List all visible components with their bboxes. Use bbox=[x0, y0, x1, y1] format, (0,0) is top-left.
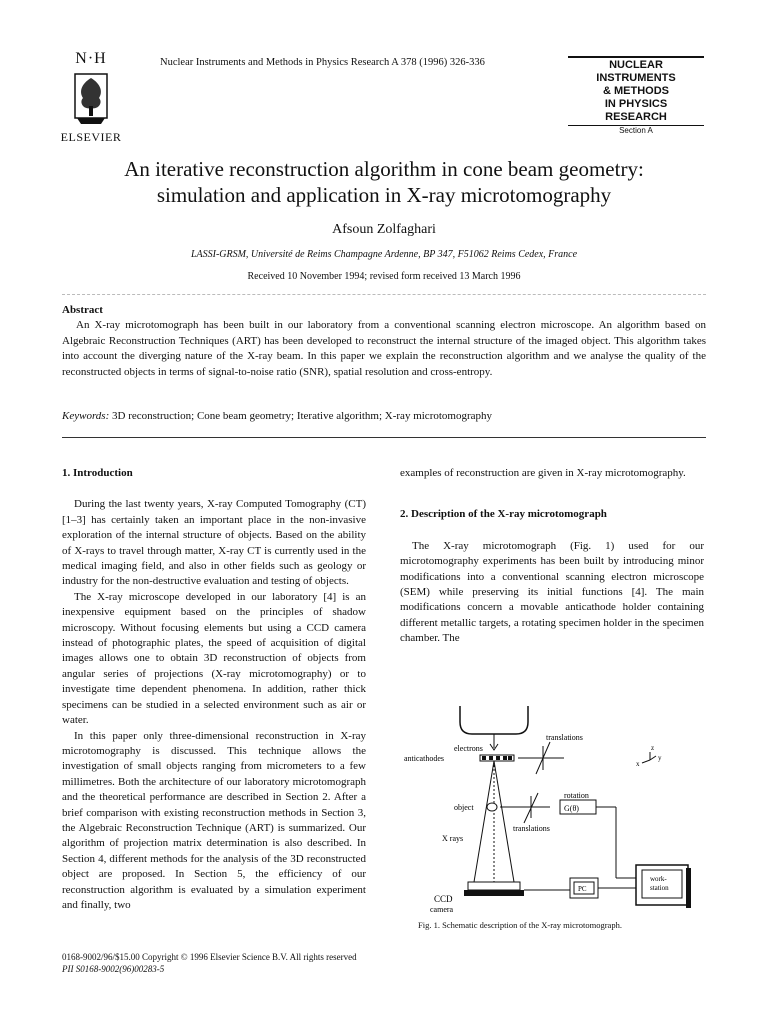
paper-title bbox=[60, 156, 708, 208]
journal-brand bbox=[568, 56, 704, 135]
author: Afsoun Zolfaghari bbox=[332, 222, 436, 237]
label-anticathodes: anticathodes bbox=[404, 754, 444, 763]
publisher-block bbox=[56, 50, 126, 145]
paragraph: During the last twenty years, X-ray Computed Tomography (CT) [1–3] has certainly taken an important place in the non-invasive exploration of the internal structure of objects. Based on the ability of X-rays to travel through matter, X-ray CT is currently used in the medical imaging field, and also in other fields such as geology or industry for the non-destructive evaluation and testing of objects. bbox=[62, 498, 366, 588]
keywords bbox=[62, 410, 706, 422]
brand-line: & METHODS bbox=[603, 85, 669, 97]
label-rotation: rotation bbox=[564, 791, 589, 800]
paragraph: In this paper only three-dimensional reconstruction in X-ray microtomography is discussed. This technique allows the investigation of small objects ranging from micrometers to a few millimetres. Both the architecture of our laboratory microtomograph and the theoretical performance are described in Section 2. After a brief comparison with existing reconstruction methods in Section 3, the Algebraic Reconstruction Technique (ART) is summarized. Our algorithm of projection matrix determination is also described. In Section 4, different methods for the analysis of the 3D reconstructed object are proposed. In Section 5, the efficiency of our reconstruction algorithm is evaluated by a simulation experiment and finally, two bbox=[62, 729, 366, 911]
footer bbox=[62, 951, 357, 975]
nh-mark: N·H bbox=[75, 50, 107, 67]
label-translations-top: translations bbox=[546, 733, 583, 742]
label-translations-mid: translations bbox=[513, 824, 550, 833]
label-workstation-2: station bbox=[650, 884, 669, 892]
paragraph: examples of reconstruction are given in X-ray microtomography. bbox=[400, 467, 686, 479]
copyright-line: 0168-9002/96/$15.00 Copyright © 1996 Elsevier Science B.V. All rights reserved bbox=[62, 952, 357, 962]
section-2-heading: 2. Description of the X-ray microtomograph bbox=[400, 508, 607, 521]
label-axis-y: y bbox=[658, 754, 662, 762]
section-1-heading: 1. Introduction bbox=[62, 467, 133, 479]
label-axis-z: z bbox=[651, 744, 655, 752]
brand-section: Section A bbox=[568, 125, 704, 135]
brand-line: INSTRUMENTS bbox=[596, 72, 676, 84]
label-electrons: electrons bbox=[454, 744, 483, 753]
paragraph: The X-ray microtomograph (Fig. 1) used for our microtomography experiments has been built by introducing minor modifications into a conventional scanning electron microscope (SEM) while preserving its initial functions [4]. The main modifications concern a movable anticathode holder containing different metallic targets, a rotating specimen holder in the specimen chamber. The bbox=[400, 539, 704, 645]
pii-line: PII S0168-9002(96)00283-5 bbox=[62, 964, 165, 974]
label-x-rays: X rays bbox=[442, 834, 464, 843]
label-pc: PC bbox=[578, 885, 587, 893]
abstract-text: An X-ray microtomograph has been built in our laboratory from a conventional scanning electron microscope. An algorithm based on Algebraic Reconstruction Techniques (ART) has been developed to reconstruct the internal structure of the imaged object. This algorithm takes into account the diverging nature of the X-ray beam. In this paper we explain the reconstruction algorithm and we analyse the quality of the reconstructed objects in terms of signal-to-noise ratio (SNR), spatial resolution and cross-entropy. bbox=[62, 319, 706, 378]
brand-line: NUCLEAR bbox=[609, 59, 663, 71]
right-column bbox=[400, 466, 704, 647]
label-workstation-1: work- bbox=[650, 875, 667, 883]
label-axis-x: x bbox=[636, 760, 640, 768]
label-camera: camera bbox=[430, 905, 454, 914]
elsevier-tree-logo-icon bbox=[71, 70, 111, 126]
title-line-2: simulation and application in X-ray microtomography bbox=[156, 183, 612, 207]
affiliation: LASSI-GRSM, Université de Reims Champagne Ardenne, BP 347, F51062 Reims Cedex, France bbox=[190, 249, 578, 260]
label-ccd: CCD bbox=[434, 894, 453, 904]
keywords-label: Keywords: bbox=[62, 410, 110, 422]
title-line-1: An iterative reconstruction algorithm in cone beam geometry: bbox=[124, 157, 644, 181]
figure-caption: Fig. 1. Schematic description of the X-ray microtomograph. bbox=[418, 920, 622, 930]
header-divider bbox=[62, 294, 706, 295]
label-g-theta: G(θ) bbox=[564, 804, 579, 813]
keywords-text: 3D reconstruction; Cone beam geometry; Iterative algorithm; X-ray microtomography bbox=[109, 410, 493, 422]
brand-line: RESEARCH bbox=[605, 111, 667, 123]
journal-reference: Nuclear Instruments and Methods in Physics Research A 378 (1996) 326-336 bbox=[160, 57, 485, 68]
abstract-divider bbox=[62, 437, 706, 438]
brand-line: IN PHYSICS bbox=[604, 98, 668, 110]
received-dates: Received 10 November 1994; revised form received 13 March 1996 bbox=[247, 271, 521, 282]
paragraph: The X-ray microscope developed in our laboratory [4] is an inexpensive equipment based on the principles of shadow microscopy. Without focusing elements but using a CCD camera instead of photographic plates, the speed of acquisition of digital images allows one to obtain 3D reconstruction of objects from angular series of projections (X-ray microtomography) or to investigate time dependent phenomena. In addition, rather thick specimens can be studied in a selected environment such as air or water. bbox=[62, 590, 366, 727]
left-column bbox=[62, 466, 366, 913]
label-object: object bbox=[454, 803, 474, 812]
abstract-heading: Abstract bbox=[62, 304, 103, 316]
figure-1-diagram bbox=[400, 700, 706, 920]
publisher-name: ELSEVIER bbox=[60, 130, 122, 144]
